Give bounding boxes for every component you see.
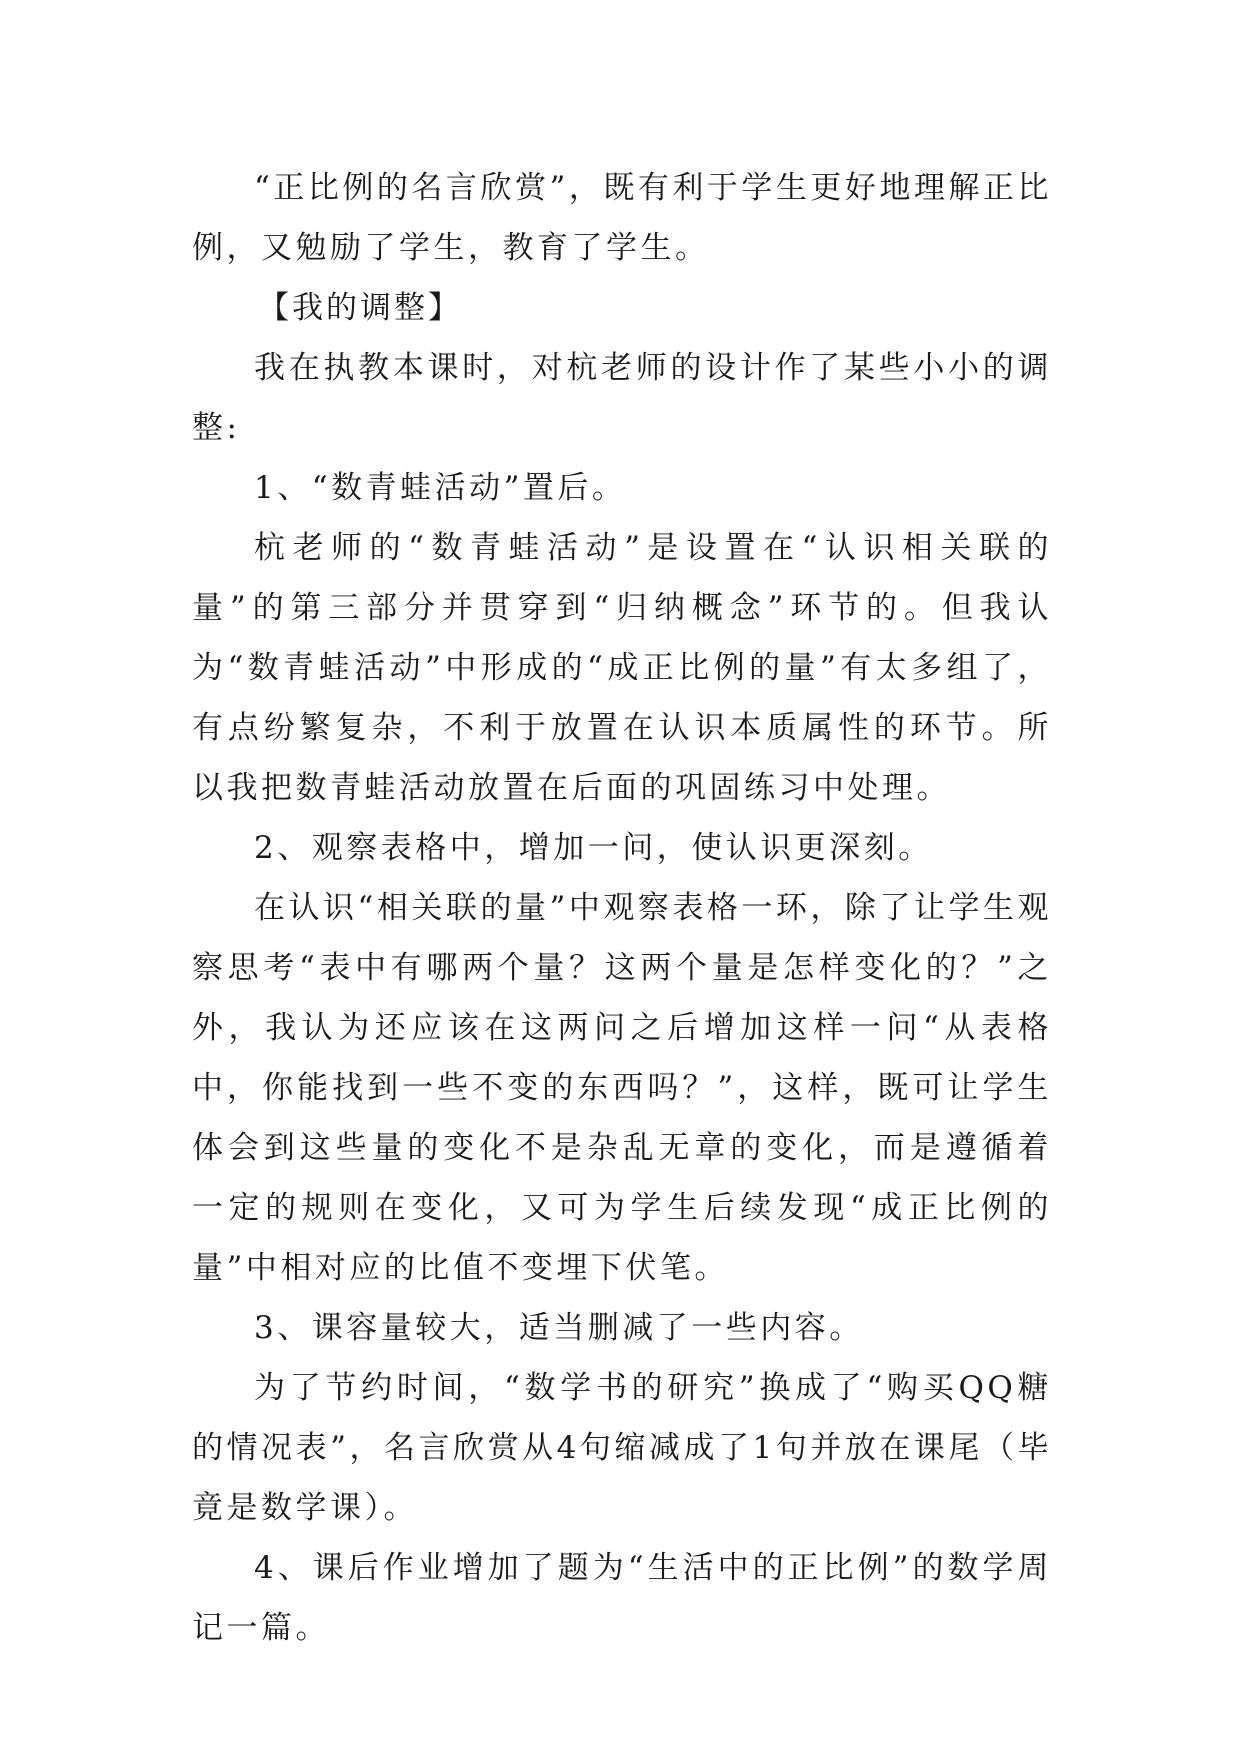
list-item-3-heading: 3、课容量较大，适当删减了一些内容。 [254, 1310, 864, 1346]
paragraph-quote-appreciation: “正比例的名言欣赏”，既有利于学生更好地理解正比例，又勉励了学生，教育了学生。 [192, 170, 1052, 266]
paragraph-frog-activity: 杭老师的“数青蛙活动”是设置在“认识相关联的量”的第三部分并贯穿到“归纳概念”环节的。但我认为“数青蛙活动”中形成的“成正比例的量”有太多组了，有点纷繁复杂，不利于放置在认识本质属性的环节。所以我把数青蛙活动放置在后面的巩固练习中处理。 [192, 530, 1052, 806]
list-item-4-homework: 4、课后作业增加了题为“生活中的正比例”的数学周记一篇。 [192, 1550, 1052, 1646]
paragraph-observe-table: 在认识“相关联的量”中观察表格一环，除了让学生观察思考“表中有哪两个量？这两个量是怎样变化的？”之外，我认为还应该在这两问之后增加这样一问“从表格中，你能找到一些不变的东西吗？”，这样，既可让学生体会到这些量的变化不是杂乱无章的变化，而是遵循着一定的规则在变化，又可为学生后续发现“成正比例的量”中相对应的比值不变埋下伏笔。 [192, 890, 1052, 1286]
list-item-1-heading: 1、“数青蛙活动”置后。 [254, 470, 627, 506]
list-item-2-heading: 2、观察表格中，增加一问，使认识更深刻。 [254, 830, 933, 866]
paragraph-save-time: 为了节约时间，“数学书的研究”换成了“购买QQ糖的情况表”，名言欣赏从4句缩减成了1句并放在课尾（毕竟是数学课）。 [192, 1370, 1052, 1526]
document-body [192, 158, 1052, 1658]
section-heading-my-adjustments: 【我的调整】 [258, 290, 462, 326]
paragraph-intro-adjustments: 我在执教本课时，对杭老师的设计作了某些小小的调整: [192, 350, 1052, 446]
